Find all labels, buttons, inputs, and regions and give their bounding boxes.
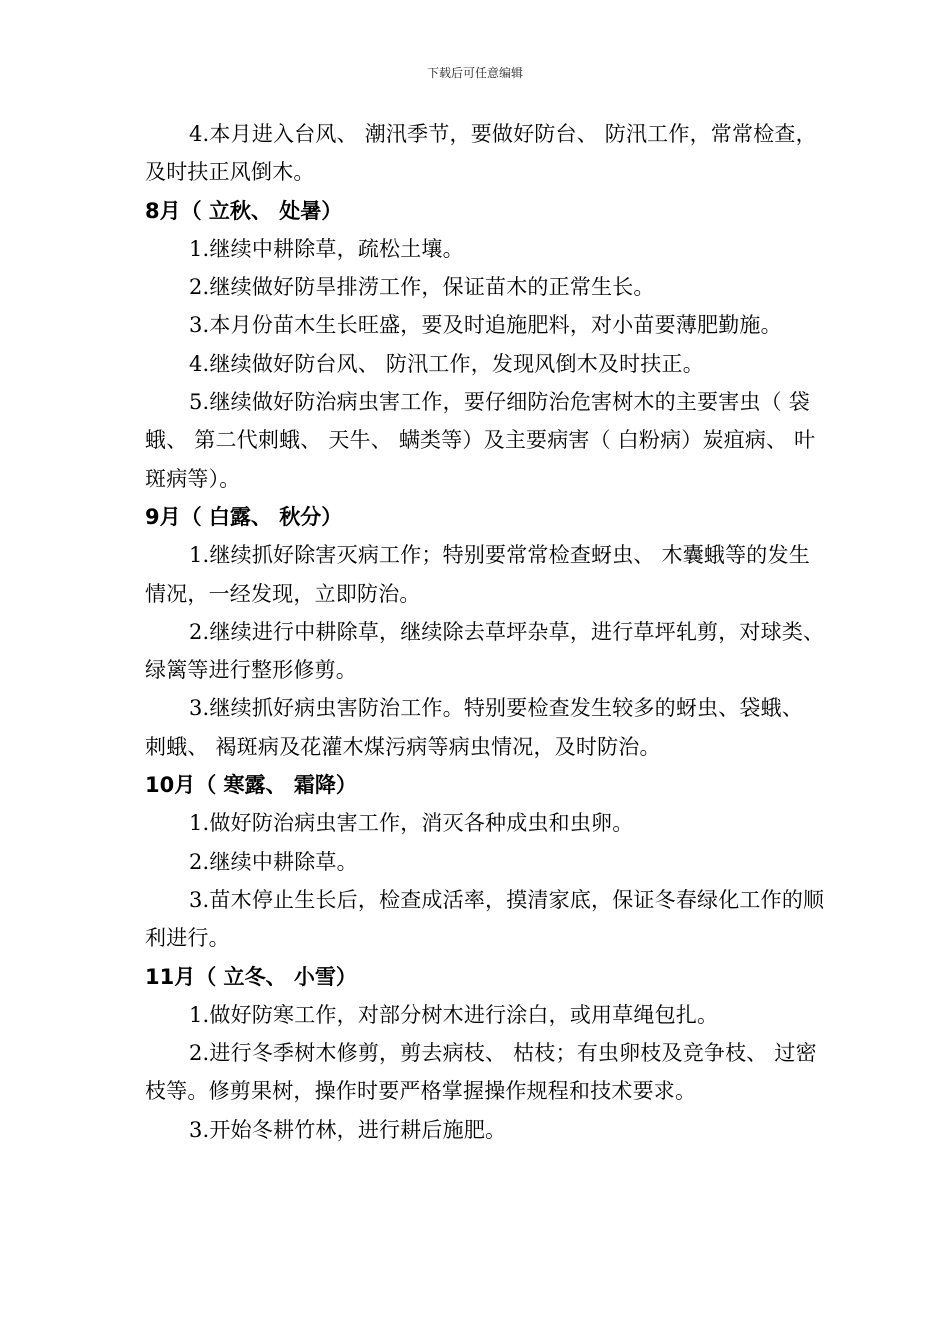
paragraph-november-item-1: 1.做好防寒工作，对部分树木进行涂白，或用草绳包扎。 — [189, 1002, 719, 1027]
document-body — [145, 115, 825, 1149]
paragraph-august-item-4: 4.继续做好防台风、 防汛工作，发现风倒木及时扶正。 — [189, 351, 704, 376]
paragraph-october-item-1: 1.做好防治病虫害工作，消灭各种成虫和虫卵。 — [189, 811, 634, 836]
paragraph-november-item-3: 3.开始冬耕竹林，进行耕后施肥。 — [189, 1117, 507, 1142]
paragraph-september-item-2: 2.继续进行中耕除草，继续除去草坪杂草，进行草坪轧剪，对球类、 绿篱等进行整形修剪。 — [145, 619, 825, 683]
paragraph-august-item-3: 3.本月份苗木生长旺盛，要及时追施肥料，对小苗要薄肥勤施。 — [189, 313, 782, 338]
page-header-note: 下载后可任意编辑 — [426, 66, 523, 80]
paragraph-november-item-2: 2.进行冬季树木修剪，剪去病枝、 枯枝；有虫卵枝及竞争枝、 过密枝等。修剪果树，操作时要严格掌握操作规程和技术要求。 — [145, 1041, 817, 1104]
paragraph-august-item-1: 1.继续中耕除草，疏松土壤。 — [189, 236, 464, 261]
heading-october: 10月（ 寒露、 霜降） — [145, 773, 357, 798]
paragraph-august-item-2: 2.继续做好防旱排涝工作，保证苗木的正常生长。 — [189, 275, 655, 300]
paragraph-august-item-5: 5.继续做好防治病虫害工作，要仔细防治危害树木的主要害虫（ 袋蛾、 第二代刺蛾、 天牛、 螨类等）及主要病害（ 白粉病）炭疽病、 叶斑病等）。 — [145, 390, 816, 491]
paragraph-september-item-3: 3.继续抓好病虫害防治工作。特别要检查发生较多的蚜虫、袋蛾、 刺蛾、 褐斑病及花灌木煤污病等病虫情况，及时防治。 — [145, 696, 804, 759]
paragraph-july-item-4: 4.本月进入台风、 潮汛季节，要做好防台、 防汛工作，常常检查，及时扶正风倒木。 — [145, 122, 817, 185]
heading-november: 11月（ 立冬、 小雪） — [145, 964, 357, 989]
heading-august: 8月（ 立秋、 处暑） — [145, 198, 343, 223]
paragraph-october-item-2: 2.继续中耕除草。 — [189, 849, 358, 874]
paragraph-september-item-1: 1.继续抓好除害灭病工作；特别要常常检查蚜虫、 木囊蛾等的发生情况，一经发现，立即防治。 — [145, 543, 810, 606]
heading-september: 9月（ 白露、 秋分） — [145, 504, 343, 529]
paragraph-october-item-3: 3.苗木停止生长后，检查成活率，摸清家底，保证冬春绿化工作的顺利进行。 — [145, 887, 825, 951]
